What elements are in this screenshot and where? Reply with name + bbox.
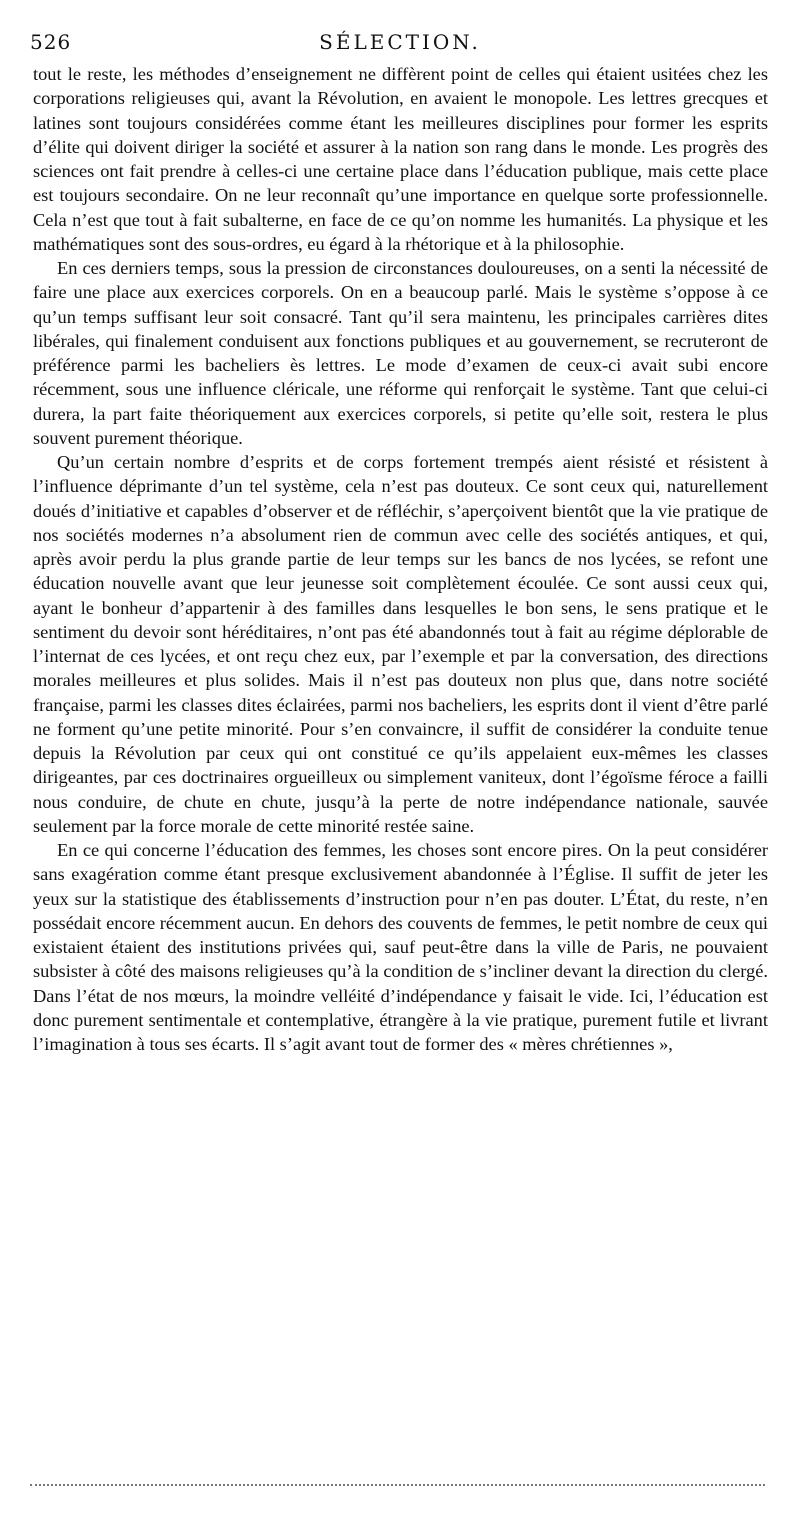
running-title: SÉLECTION. bbox=[319, 30, 481, 54]
body-text bbox=[33, 62, 768, 1056]
page-number: 526 bbox=[30, 30, 72, 54]
paragraph: En ces derniers temps, sous la pression de circonstances douloureuses, on a senti la nécessité de faire une place aux exercices corporels. On en a beaucoup parlé. Mais le système s’oppose à ce qu’un temps suffisant leur soit consacré. Tant qu’il sera maintenu, les principales carrières dites libérales, qui finalement conduisent aux fonctions publiques et au gouvernement, se recruteront de préférence parmi les bacheliers ès lettres. Le mode d’examen de ceux-ci avait subi encore récemment, sous une influence cléricale, une réforme qui renforçait le système. Tant que celui-ci durera, la part faite théoriquement aux exercices corporels, si petite qu’elle soit, restera le plus souvent purement théorique. bbox=[33, 258, 768, 448]
paragraph: En ce qui concerne l’éducation des femmes, les choses sont encore pires. On la peut considérer sans exagération comme étant presque exclusivement abandonnée à l’Église. Il suffit de jeter les yeux sur la statistique des établissements d’instruction pour n’en pas douter. L’État, du reste, n’en possédait encore récemment aucun. En dehors des couvents de femmes, le petit nombre de ceux qui existaient étaient des institutions privées qui, sauf peut-être dans la ville de Paris, ne pouvaient subsister à côté des maisons religieuses qu’à la condition de s’incliner devant la direction du clergé. Dans l’état de nos mœurs, la moindre velléité d’indépendance y faisait le vide. Ici, l’éducation est donc purement sentimentale et contemplative, étrangère à la vie pratique, purement futile et livrant l’imagination à tous ses écarts. Il s’agit avant tout de former des « mères chrétiennes », bbox=[33, 840, 768, 1054]
footer-rule bbox=[30, 1484, 765, 1486]
paragraph: Qu’un certain nombre d’esprits et de corps fortement trempés aient résisté et résistent à l’influence déprimante d’un tel système, cela n’est pas douteux. Ce sont ceux qui, naturellement doués d’initiative et capables d’observer et de réfléchir, s’aperçoivent bientôt que la vie pratique de nos sociétés modernes n’a absolument rien de commun avec celle des sociétés antiques, et qui, après avoir perdu la plus grande partie de leur temps sur les bancs de nos lycées, se refont une éducation nouvelle avant que leur jeunesse soit complètement écoulée. Ce sont aussi ceux qui, ayant le bonheur d’appartenir à des familles dans lesquelles le bon sens, le sens pratique et le sentiment du devoir sont héréditaires, n’ont pas été abandonnés tout à fait au régime déplorable de l’internat de ces lycées, et ont reçu chez eux, par l’exemple et par la conversation, des directions morales meilleures et plus solides. Mais il n’est pas douteux non plus que, dans notre société française, parmi les classes dites éclairées, parmi nos bacheliers, les esprits dont il vient d’être parlé ne forment qu’une petite minorité. Pour s’en convaincre, il suffit de considérer la conduite tenue depuis la Révolution par ceux qui ont constitué ce qu’ils appelaient eux-mêmes les classes dirigeantes, par ces doctrinaires orgueilleux ou simplement vaniteux, dont l’égoïsme féroce a failli nous conduire, de chute en chute, jusqu’à la perte de notre indépendance nationale, sauvée seulement par la force morale de cette minorité restée saine. bbox=[33, 452, 768, 836]
paragraph-continuation: tout le reste, les méthodes d’enseignement ne diffèrent point de celles qui étaient usitées chez les corporations religieuses qui, avant la Révolution, en avaient le monopole. Les lettres grecques et latines sont toujours considérées comme étant les meilleures disciplines pour former les esprits d’élite qui doivent diriger la société et assurer à la nation son rang dans le monde. Les progrès des sciences ont fait prendre à celles-ci une certaine place dans l’éducation publique, mais cette place est toujours secondaire. On ne leur reconnaît qu’une importance en quelque sorte professionnelle. Cela n’est que tout à fait subalterne, en face de ce qu’on nomme les humanités. La physique et les mathématiques sont des sous-ordres, eu égard à la rhétorique et à la philosophie. bbox=[33, 64, 768, 254]
page-header bbox=[30, 30, 770, 58]
